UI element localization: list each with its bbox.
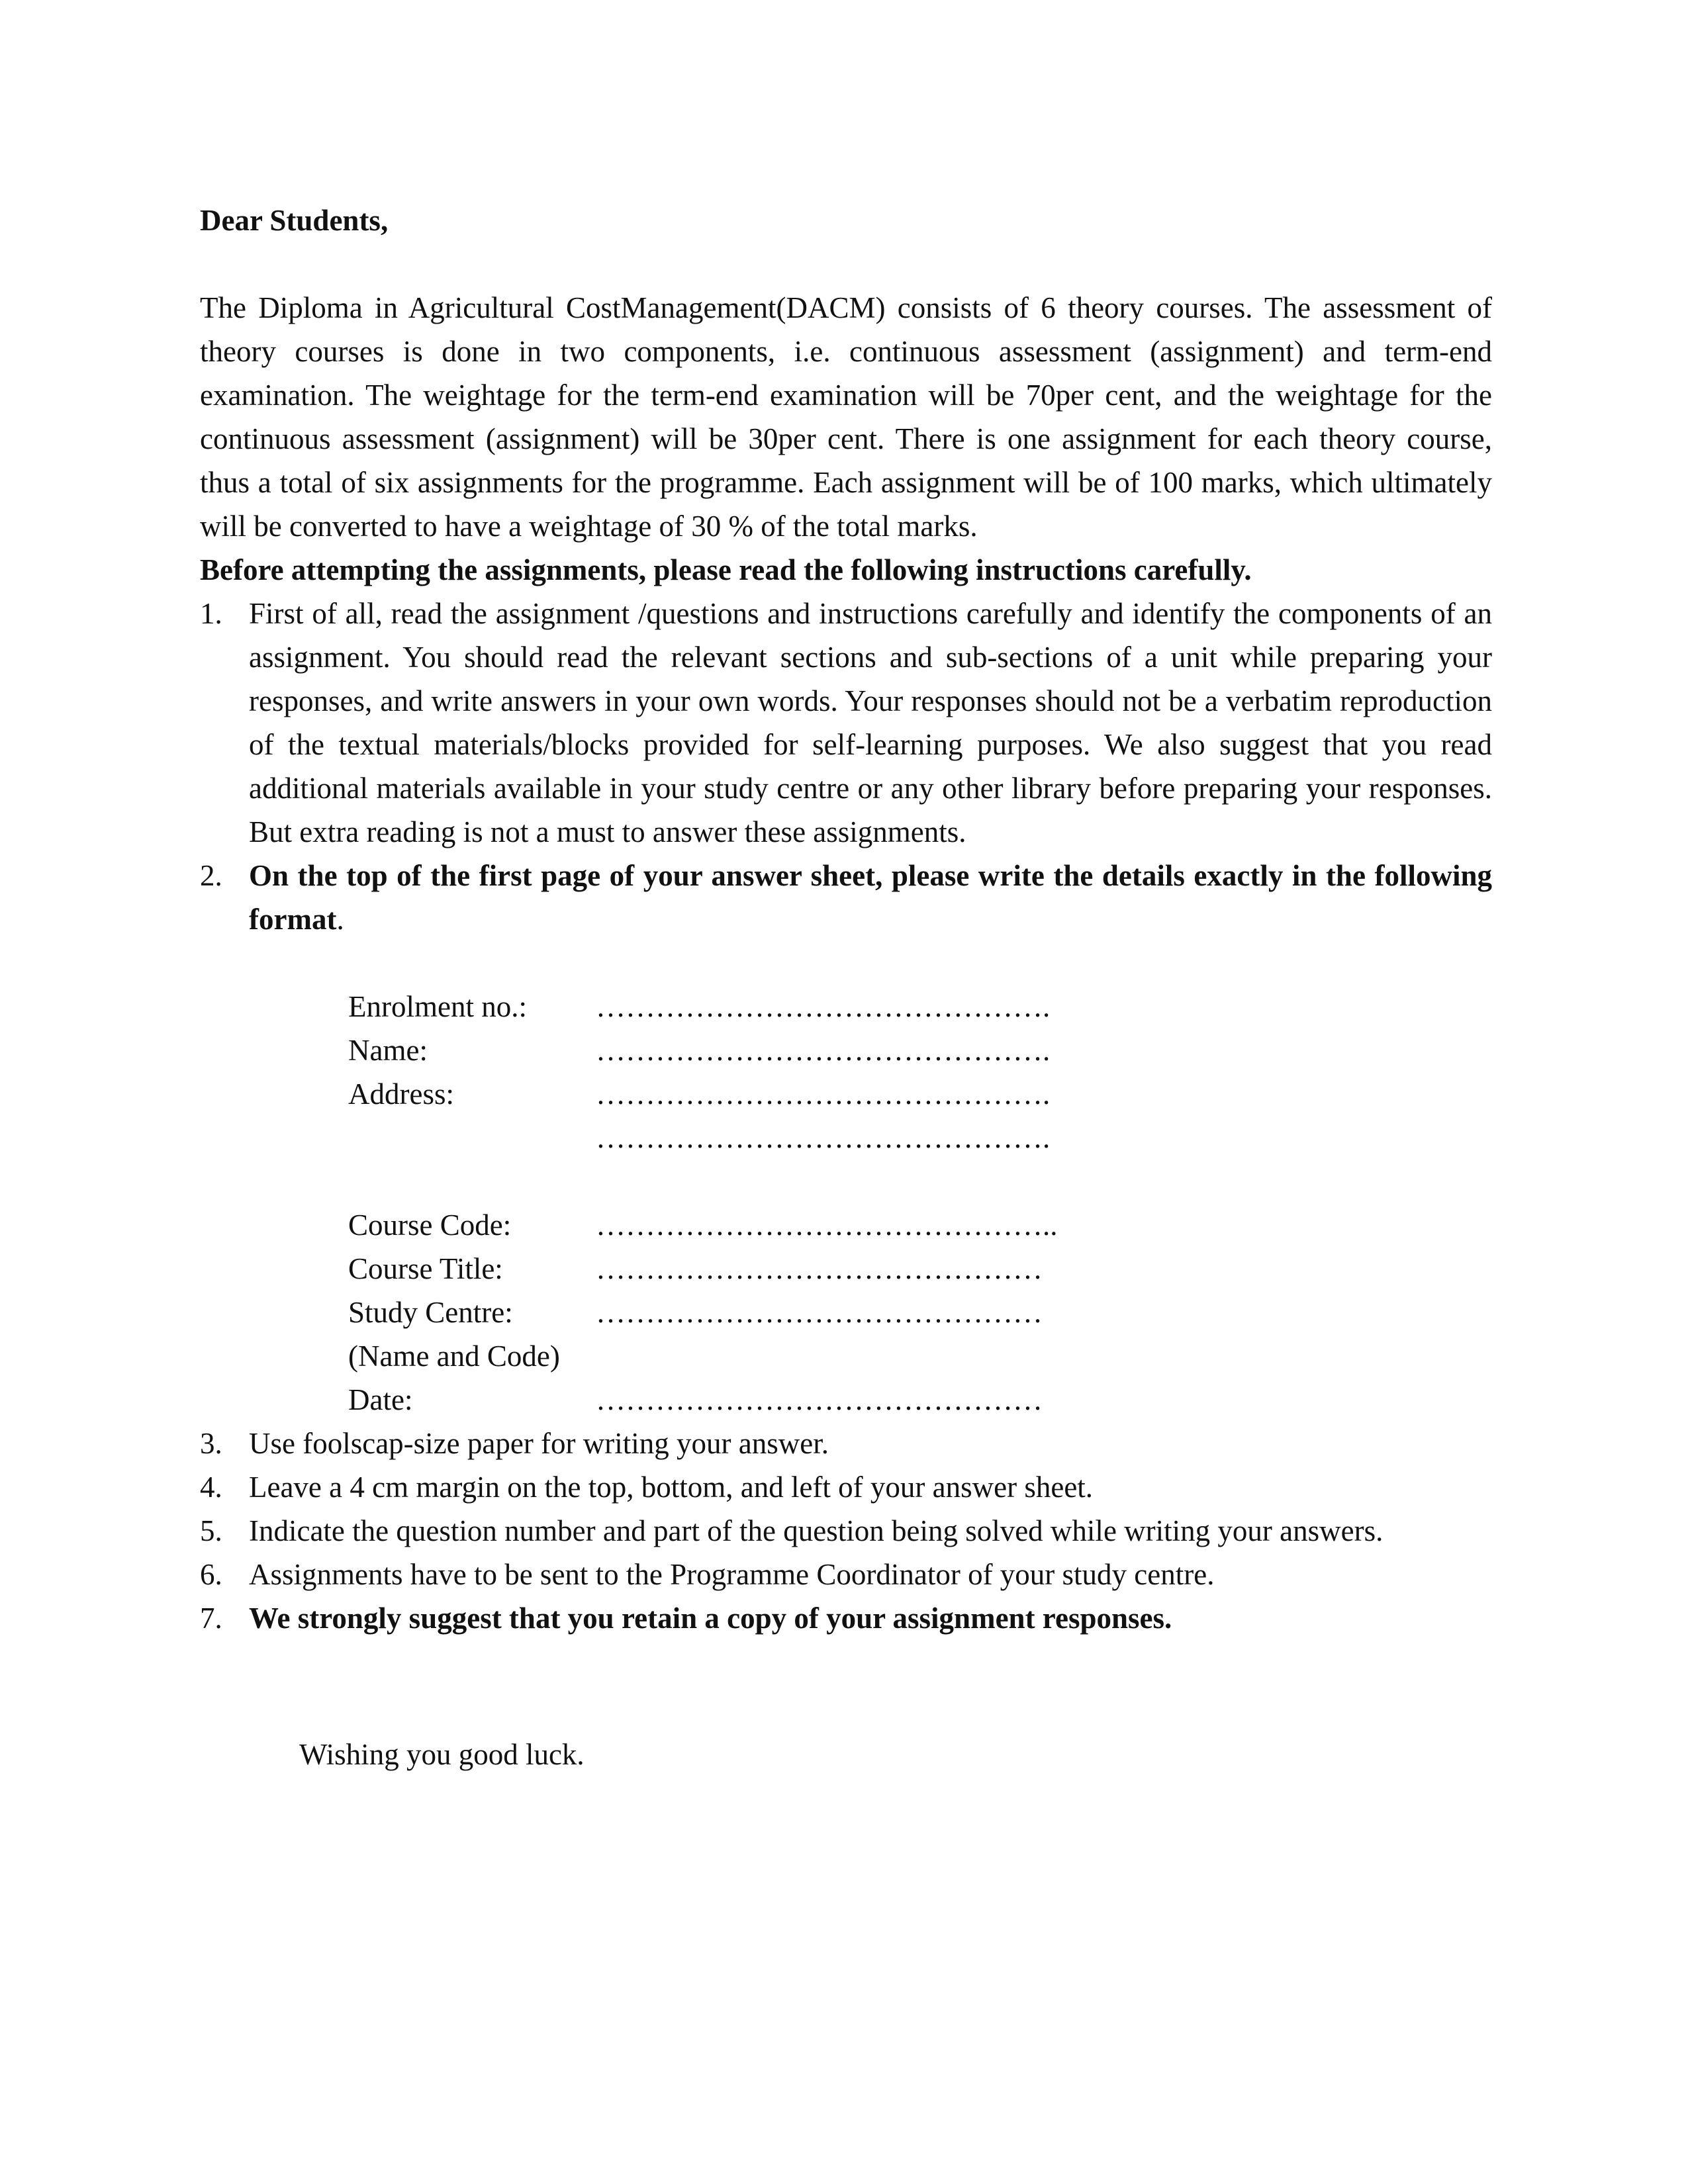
instruction-suffix: . [336, 903, 344, 936]
instruction-number: 5. [200, 1514, 222, 1547]
form-row-course-code [348, 1203, 1492, 1247]
salutation: Dear Students, [200, 204, 389, 237]
form-row-study-centre [348, 1291, 1492, 1334]
instructions-heading: Before attempting the assignments, please read the following instructions carefully. [200, 553, 1252, 586]
date-dots: ……………………………………… [596, 1383, 1043, 1416]
closing-line: Wishing you good luck. [299, 1738, 585, 1771]
course-code-label: Course Code: [348, 1208, 512, 1242]
address-dots-line-1: ………………………………………. [596, 1077, 1051, 1111]
instruction-item-2 [200, 854, 1492, 1422]
enrolment-label: Enrolment no.: [348, 990, 527, 1023]
instruction-text [249, 854, 1492, 941]
instruction-number: 4. [200, 1471, 222, 1504]
instruction-text: We strongly suggest that you retain a copy of your assignment responses. [249, 1602, 1172, 1635]
instruction-item-7 [200, 1596, 1492, 1640]
form-row-address-continued [348, 1116, 1492, 1160]
instructions-list [200, 592, 1492, 1640]
instruction-text: Indicate the question number and part of the question being solved while writing your answers. [249, 1514, 1383, 1547]
form-row-study-centre-sub [348, 1334, 1492, 1378]
course-title-dots: ……………………………………… [596, 1252, 1043, 1285]
study-centre-sub-label: (Name and Code) [348, 1340, 560, 1373]
study-centre-label: Study Centre: [348, 1296, 513, 1329]
form-row-name [348, 1028, 1492, 1072]
instruction-item-6 [200, 1553, 1492, 1596]
intro-paragraph: The Diploma in Agricultural CostManagement(DACM) consists of 6 theory courses. The assessment of theory courses is done in two components, i.e. continuous assessment (assignment) and term-end examination. The weightage for the term-end examination will be 70per cent, and the weightage for the continuous assessment (assignment) will be 30per cent. There is one assignment for each theory course, thus a total of six assignments for the programme. Each assignment will be of 100 marks, which ultimately will be converted to have a weightage of 30 % of the total marks. [200, 291, 1492, 543]
instruction-text: Leave a 4 cm margin on the top, bottom, and left of your answer sheet. [249, 1471, 1094, 1504]
instruction-item-5 [200, 1509, 1492, 1553]
form-row-course-title [348, 1247, 1492, 1291]
instruction-item-3 [200, 1422, 1492, 1465]
form-row-enrolment [348, 985, 1492, 1028]
address-label: Address: [348, 1077, 454, 1111]
course-code-dots: ……………………………………….. [596, 1208, 1058, 1242]
answer-sheet-format [348, 985, 1492, 1422]
instruction-text: Assignments have to be sent to the Programme Coordinator of your study centre. [249, 1558, 1215, 1591]
instruction-bold-text: On the top of the first page of your answer sheet, please write the details exactly in the following format [249, 859, 1492, 936]
study-centre-dots: ……………………………………… [596, 1296, 1043, 1329]
instruction-text: Use foolscap-size paper for writing your answer. [249, 1427, 829, 1460]
date-label: Date: [348, 1383, 413, 1416]
instruction-number: 2. [200, 859, 222, 892]
instruction-number: 1. [200, 597, 222, 630]
form-row-date [348, 1378, 1492, 1422]
name-dots: ………………………………………. [596, 1034, 1051, 1067]
assignment-instructions-page [200, 199, 1492, 1776]
enrolment-dots: ………………………………………. [596, 990, 1051, 1023]
name-label: Name: [348, 1034, 428, 1067]
instruction-text: First of all, read the assignment /questions and instructions carefully and identify the components of an assignment. You should read the relevant sections and sub-sections of a unit while preparing your responses, and write answers in your own words. Your responses should not be a verbatim reproduction of the textual materials/blocks provided for self-learning purposes. We also suggest that you read additional materials available in your study centre or any other library before preparing your responses. But extra reading is not a must to answer these assignments. [249, 597, 1492, 848]
instruction-number: 3. [200, 1427, 222, 1460]
address-dots-line-2: ………………………………………. [596, 1121, 1051, 1154]
form-row-address [348, 1072, 1492, 1116]
instruction-item-4 [200, 1465, 1492, 1509]
instruction-number: 6. [200, 1558, 222, 1591]
instruction-item-1 [200, 592, 1492, 854]
course-title-label: Course Title: [348, 1252, 503, 1285]
instruction-number: 7. [200, 1602, 222, 1635]
